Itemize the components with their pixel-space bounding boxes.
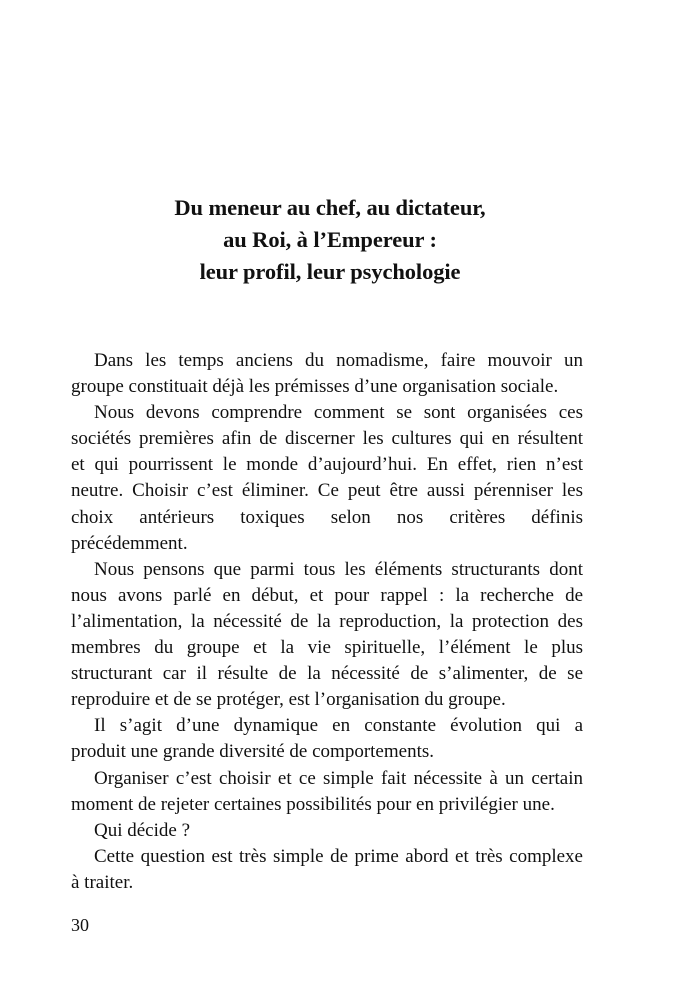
text-line: Organiser c’est choisir et ce simple fait nécessite à un certain [94,767,583,789]
body-text [71,348,583,896]
text-line: Nous devons comprendre comment se sont organisées ces [94,402,583,424]
text-line: produit une grande diversité de comportements. [71,741,435,763]
text-line: à traiter. [71,871,134,893]
chapter-title [0,192,660,288]
text-line: sociétés premières afin de discerner les cultures qui en résultent [71,428,583,450]
text-line: membres du groupe et la vie spirituelle, l’élément le plus [71,637,583,659]
text-line: reproduire et de se protéger, est l’organisation du groupe. [71,689,506,711]
chapter-title-line: leur profil, leur psychologie [199,259,461,284]
text-line: structurant car il résulte de la nécessité de s’alimenter, de se [71,663,583,685]
text-line: Nous pensons que parmi tous les éléments structurants dont [94,558,583,580]
chapter-title-line: Du meneur au chef, au dictateur, [174,195,486,220]
chapter-title-line: au Roi, à l’Empereur : [223,227,437,252]
text-line: Cette question est très simple de prime abord et très complexe [94,845,583,867]
text-line: l’alimentation, la nécessité de la reproduction, la protection des [71,610,583,632]
text-line: précédemment. [71,532,188,554]
text-line: moment de rejeter certaines possibilités pour en privilégier une. [71,793,555,815]
text-line: choix antérieurs toxiques selon nos critères définis [71,506,583,528]
text-line: Il s’agit d’une dynamique en constante évolution qui a [94,715,583,737]
text-line: groupe constituait déjà les prémisses d’une organisation sociale. [71,376,559,398]
text-line: et qui pourrissent le monde d’aujourd’hui. En effet, rien n’est [71,454,583,476]
text-line: Qui décide ? [94,819,191,841]
page-number: 30 [71,915,89,935]
text-line: Dans les temps anciens du nomadisme, faire mouvoir un [94,350,583,371]
text-line: nous avons parlé en début, et pour rappel : la recherche de [71,584,583,606]
text-line: neutre. Choisir c’est éliminer. Ce peut être aussi pérenniser les [71,480,583,502]
